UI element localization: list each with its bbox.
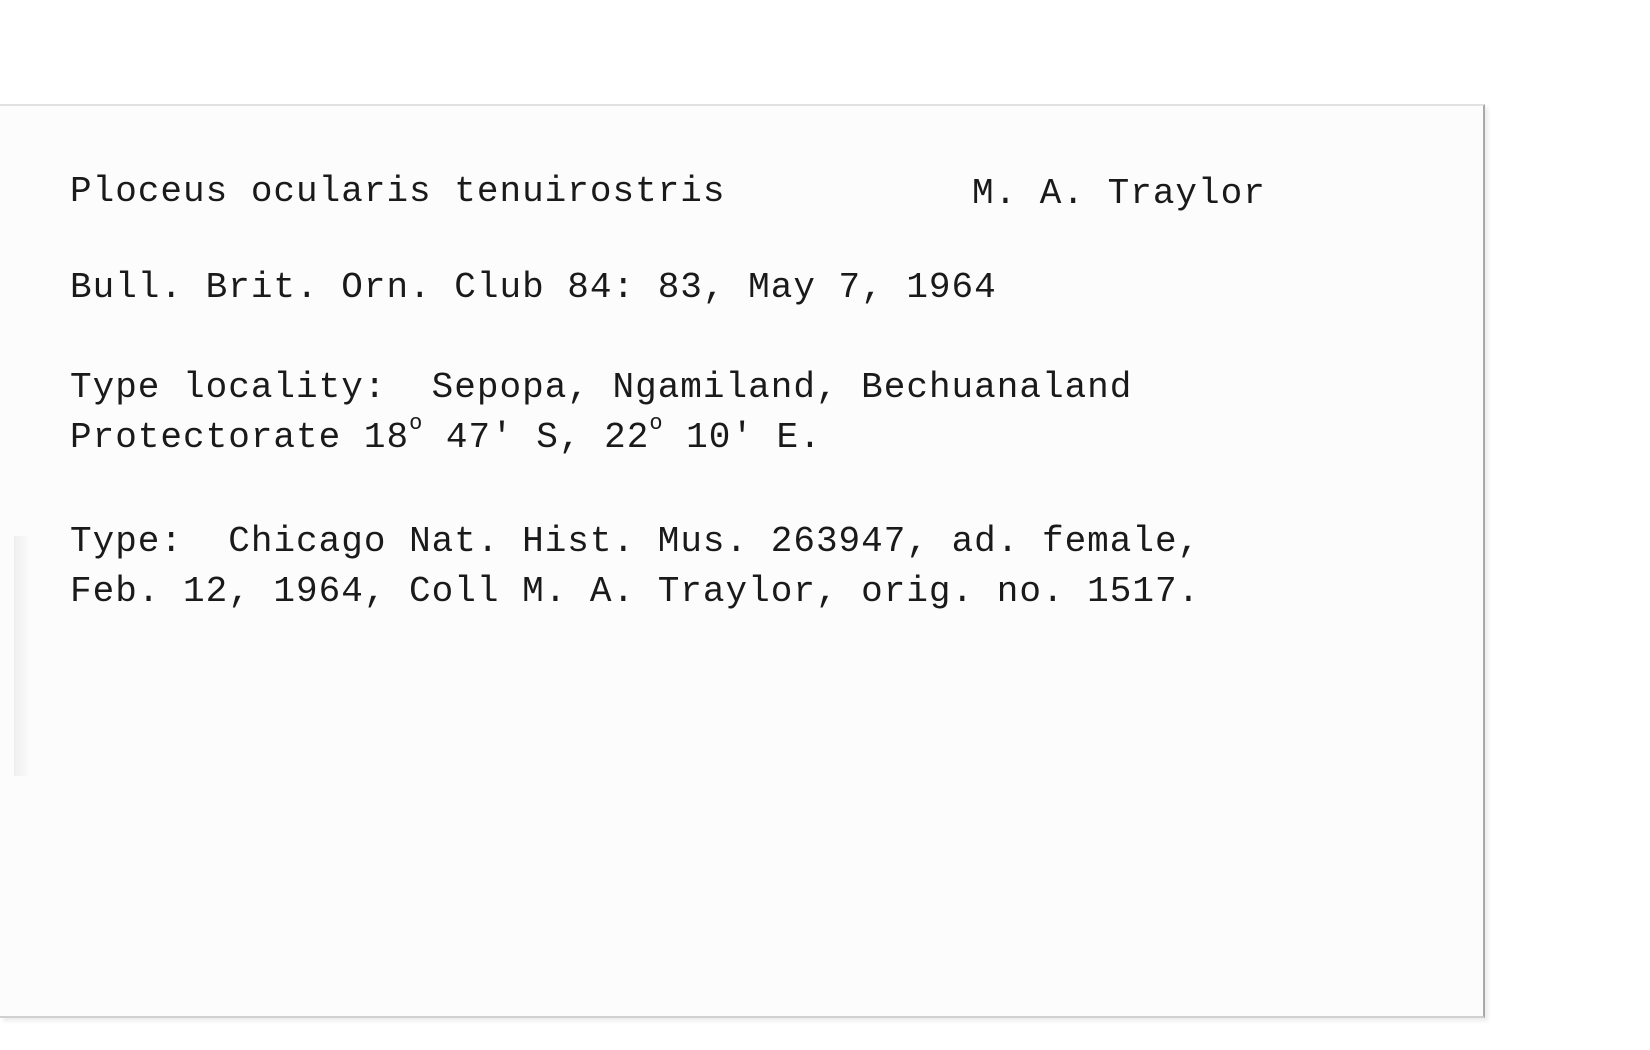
type-specimen-label: Type: [70,521,184,562]
type-locality-place: Sepopa, Ngamiland, Bechuanaland [431,367,1133,408]
degree-mark: o [649,411,664,436]
taxon-name: Ploceus ocularis tenuirostris [70,171,726,212]
card-edge-mark [14,536,28,776]
author-name: M. A. Traylor [972,173,1266,214]
type-locality-line-2 [70,411,822,462]
locality-region-lat: Protectorate 18 [70,417,410,458]
type-specimen-line-1 [70,518,1200,566]
type-locality-line-1 [70,364,1132,412]
type-specimen-line-2: Feb. 12, 1964, Coll M. A. Traylor, orig. no. 1517. [70,571,1201,612]
publication-reference: Bull. Brit. Orn. Club 84: 83, May 7, 1964 [70,267,997,308]
type-locality-label: Type locality: [70,367,387,408]
locality-coords-end: 10' E. [663,417,822,458]
locality-coords-mid: 47' S, 22 [423,417,650,458]
degree-mark: o [409,411,424,436]
type-specimen-details: Chicago Nat. Hist. Mus. 263947, ad. female, [228,521,1201,562]
